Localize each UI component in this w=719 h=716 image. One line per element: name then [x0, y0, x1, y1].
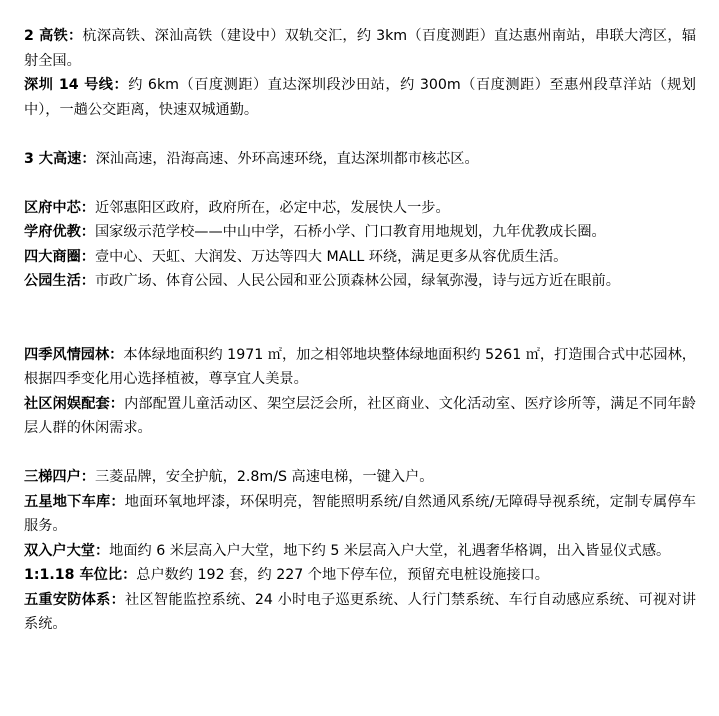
paragraph-label: 公园生活 — [24, 273, 81, 289]
paragraph-label: 三梯四户 — [24, 469, 81, 485]
label-separator: ： — [110, 591, 126, 608]
paragraph-text: 约 6km（百度测距）直达深圳段沙田站，约 300m（百度测距）至惠州段草洋站（规划中），一趟公交距离，快速双城通勤。 — [24, 77, 696, 118]
paragraph-label: 五重安防体系 — [24, 591, 111, 608]
paragraph-metro-line-14 — [24, 73, 696, 122]
label-separator: ： — [81, 150, 96, 167]
paragraph-education — [24, 220, 696, 245]
paragraph-district-government — [24, 196, 696, 221]
paragraph-text: 社区智能监控系统、24 小时电子巡更系统、人行门禁系统、车行自动感应系统、可视对讲系统。 — [24, 591, 696, 632]
paragraph-text: 三菱品牌，安全护航，2.8m/S 高速电梯，一键入户。 — [94, 469, 434, 485]
paragraph-garden — [24, 343, 696, 392]
paragraph-text: 国家级示范学校——中山中学，石桥小学、门口教育用地规划，九年优教成长圈。 — [94, 224, 606, 240]
spacer — [24, 294, 696, 343]
label-separator: ： — [109, 346, 124, 363]
paragraph-text: 市政广场、体育公园、人民公园和亚公顶森林公园，绿氧弥漫，诗与远方近在眼前。 — [94, 273, 620, 289]
paragraph-garage — [24, 490, 696, 539]
paragraph-label: 双入户大堂 — [24, 542, 95, 559]
paragraph-text: 壹中心、天虹、大润发、万达等四大 MALL 环绕，满足更多从容优质生活。 — [94, 248, 568, 265]
paragraph-text: 杭深高铁、深汕高铁（建设中）双轨交汇，约 3km（百度测距）直达惠州南站，串联大湾区，辐射全国。 — [24, 28, 697, 69]
paragraph-lobby — [24, 539, 696, 564]
paragraph-label: 四大商圈 — [24, 248, 81, 265]
spacer — [24, 122, 696, 147]
label-separator: ： — [110, 493, 125, 510]
paragraph-text: 总户数约 192 套，约 227 个地下停车位，预留充电桩设施接口。 — [136, 567, 549, 583]
paragraph-label: 四季风情园林 — [24, 346, 110, 363]
paragraph-label: 3 大高速 — [24, 150, 82, 167]
paragraph-text: 地面环氧地坪漆，环保明亮，智能照明系统/自然通风系统/无障碍导视系统，定制专属停车服务。 — [24, 493, 696, 534]
paragraph-security — [24, 588, 696, 637]
paragraph-high-speed-rail — [24, 24, 696, 73]
paragraph-text: 地面约 6 米层高入户大堂，地下约 5 米层高入户大堂，礼遇奢华格调，出入皆显仪式感。 — [109, 542, 671, 559]
label-separator: ： — [80, 273, 95, 289]
paragraph-text: 深汕高速，沿海高速、外环高速环绕，直达深圳都市核芯区。 — [95, 150, 479, 167]
paragraph-text: 内部配置儿童活动区、架空层泛会所，社区商业、文化活动室、医疗诊所等，满足不同年龄层人群的休闲需求。 — [24, 395, 696, 436]
label-separator: ： — [122, 567, 137, 583]
paragraph-label: 2 高铁 — [24, 28, 68, 44]
label-separator: ： — [67, 28, 83, 44]
paragraph-leisure-facilities — [24, 392, 696, 441]
spacer — [24, 441, 696, 466]
paragraph-label: 学府优教 — [24, 224, 81, 240]
label-separator: ： — [80, 224, 95, 240]
paragraph-parking-ratio — [24, 563, 696, 588]
paragraph-parks — [24, 269, 696, 294]
paragraph-highways — [24, 147, 696, 172]
paragraph-label: 1:1.18 车位比 — [24, 567, 123, 583]
paragraph-label: 区府中芯 — [24, 199, 81, 216]
paragraph-label: 深圳 14 号线 — [24, 77, 114, 93]
paragraph-shopping — [24, 245, 696, 270]
label-separator: ： — [94, 542, 110, 559]
document-body — [24, 24, 696, 637]
paragraph-label: 社区闲娱配套 — [24, 395, 110, 412]
label-separator: ： — [109, 395, 125, 412]
paragraph-text: 本体绿地面积约 1971 ㎡，加之相邻地块整体绿地面积约 5261 ㎡，打造围合式中芯园林，根据四季变化用心选择植被，尊享宜人美景。 — [24, 346, 696, 387]
label-separator: ： — [80, 248, 95, 265]
label-separator: ： — [80, 469, 95, 485]
spacer — [24, 171, 696, 196]
paragraph-label: 五星地下车库 — [24, 493, 111, 510]
label-separator: ： — [80, 199, 95, 216]
paragraph-text: 近邻惠阳区政府，政府所在，必定中芯，发展快人一步。 — [94, 199, 450, 216]
paragraph-elevators — [24, 465, 696, 490]
label-separator: ： — [113, 77, 129, 93]
